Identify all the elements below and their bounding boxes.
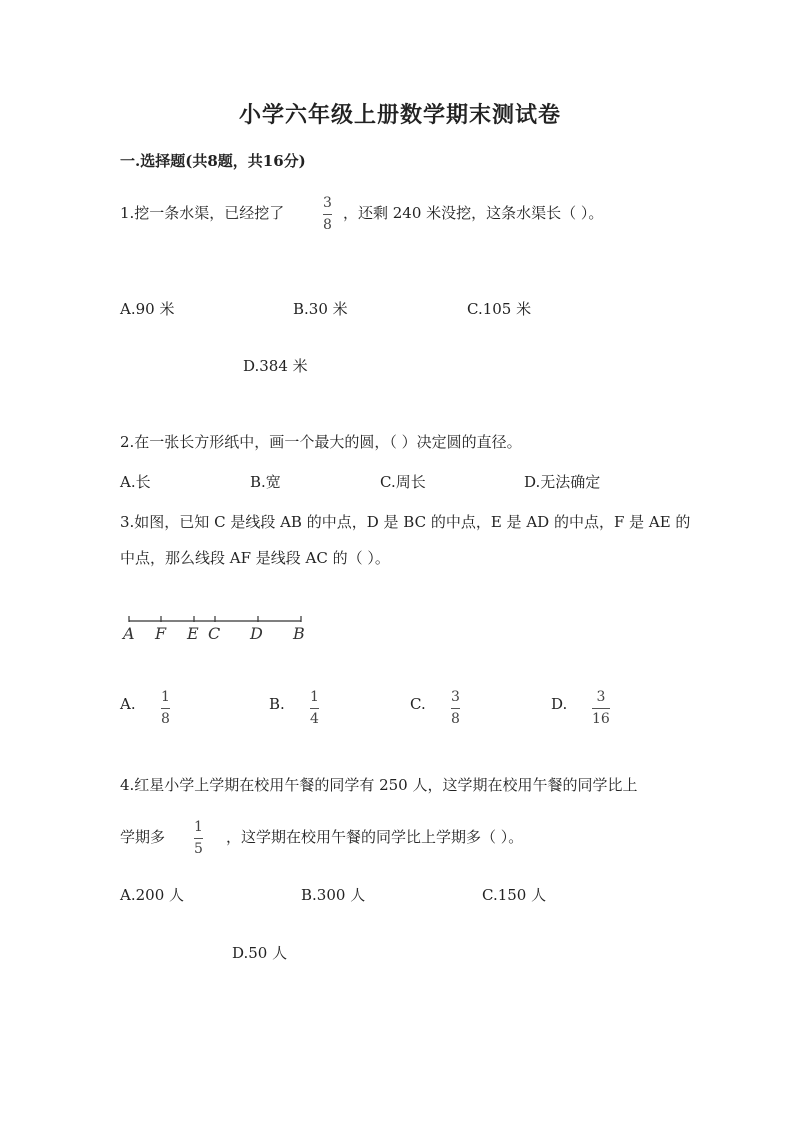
- option-label: B.: [269, 695, 285, 713]
- question-4-option-c[interactable]: C.150 人: [482, 886, 547, 904]
- question-4-text-post: ，这学期在校用午餐的同学比上学期多（ ）。: [226, 828, 524, 846]
- option-fraction: [161, 690, 170, 726]
- point-label-b: B: [293, 624, 305, 643]
- question-2-option-b[interactable]: B.宽: [250, 473, 281, 491]
- option-label: C.: [410, 695, 426, 713]
- fraction-bar: [323, 214, 332, 215]
- point-label-f: F: [155, 624, 167, 643]
- question-2-option-a[interactable]: A.长: [120, 473, 151, 491]
- question-1-option-c[interactable]: C.105 米: [467, 300, 532, 318]
- fraction-bar: [161, 708, 170, 709]
- question-1-text-pre: 1.挖一条水渠，已经挖了: [120, 204, 285, 222]
- option-fraction: [451, 690, 460, 726]
- fraction-numerator: 3: [596, 689, 606, 705]
- section-heading: 一.选择题(共8题，共16分): [120, 152, 306, 170]
- question-1-option-d[interactable]: D.384 米: [243, 357, 308, 375]
- question-1-option-b[interactable]: B.30 米: [293, 300, 348, 318]
- question-3-line-1: 3.如图，已知 C 是线段 AB 的中点，D 是 BC 的中点，E 是 AD 的中点，F 是 AE 的: [120, 513, 691, 531]
- fraction-numerator: 1: [194, 819, 203, 835]
- question-4-fraction: [194, 820, 203, 856]
- fraction-denominator: 5: [194, 841, 203, 857]
- fraction-denominator: 16: [592, 711, 610, 727]
- option-fraction: [310, 690, 319, 726]
- point-label-d: D: [250, 624, 263, 643]
- option-label: D.: [551, 695, 568, 713]
- fraction-numerator: 1: [161, 689, 170, 705]
- fraction-denominator: 8: [451, 711, 460, 727]
- point-label-e: E: [187, 624, 199, 643]
- question-4-line-1: 4.红星小学上学期在校用午餐的同学有 250 人，这学期在校用午餐的同学比上: [120, 776, 638, 794]
- question-4-option-b[interactable]: B.300 人: [301, 886, 366, 904]
- fraction-numerator: 3: [323, 195, 332, 211]
- question-1-text-post: ，还剩 240 米没挖，这条水渠长（ ）。: [343, 204, 604, 222]
- option-fraction: [592, 690, 610, 726]
- question-1-fraction: [323, 196, 332, 232]
- fraction-bar: [451, 708, 460, 709]
- fraction-denominator: 4: [310, 711, 319, 727]
- point-label-a: A: [123, 624, 135, 643]
- question-4-option-d[interactable]: D.50 人: [232, 944, 288, 962]
- fraction-denominator: 8: [323, 217, 332, 233]
- line-segment-figure: [118, 612, 318, 648]
- fraction-bar: [194, 838, 203, 839]
- option-label: A.: [120, 695, 136, 713]
- question-3-line-2: 中点，那么线段 AF 是线段 AC 的（ ）。: [120, 549, 390, 567]
- fraction-bar: [310, 708, 319, 709]
- fraction-bar: [592, 708, 610, 709]
- fraction-numerator: 1: [310, 689, 319, 705]
- question-4-text-pre: 学期多: [120, 828, 166, 846]
- question-2-option-c[interactable]: C.周长: [380, 473, 426, 491]
- fraction-denominator: 8: [161, 711, 170, 727]
- question-1-option-a[interactable]: A.90 米: [120, 300, 175, 318]
- page-title: 小学六年级上册数学期末测试卷: [238, 102, 561, 128]
- question-2-text: 2.在一张长方形纸中，画一个最大的圆，（ ）决定圆的直径。: [120, 433, 522, 451]
- fraction-numerator: 3: [451, 689, 460, 705]
- question-4-option-a[interactable]: A.200 人: [120, 886, 184, 904]
- point-label-c: C: [208, 624, 221, 643]
- question-2-option-d[interactable]: D.无法确定: [524, 473, 601, 491]
